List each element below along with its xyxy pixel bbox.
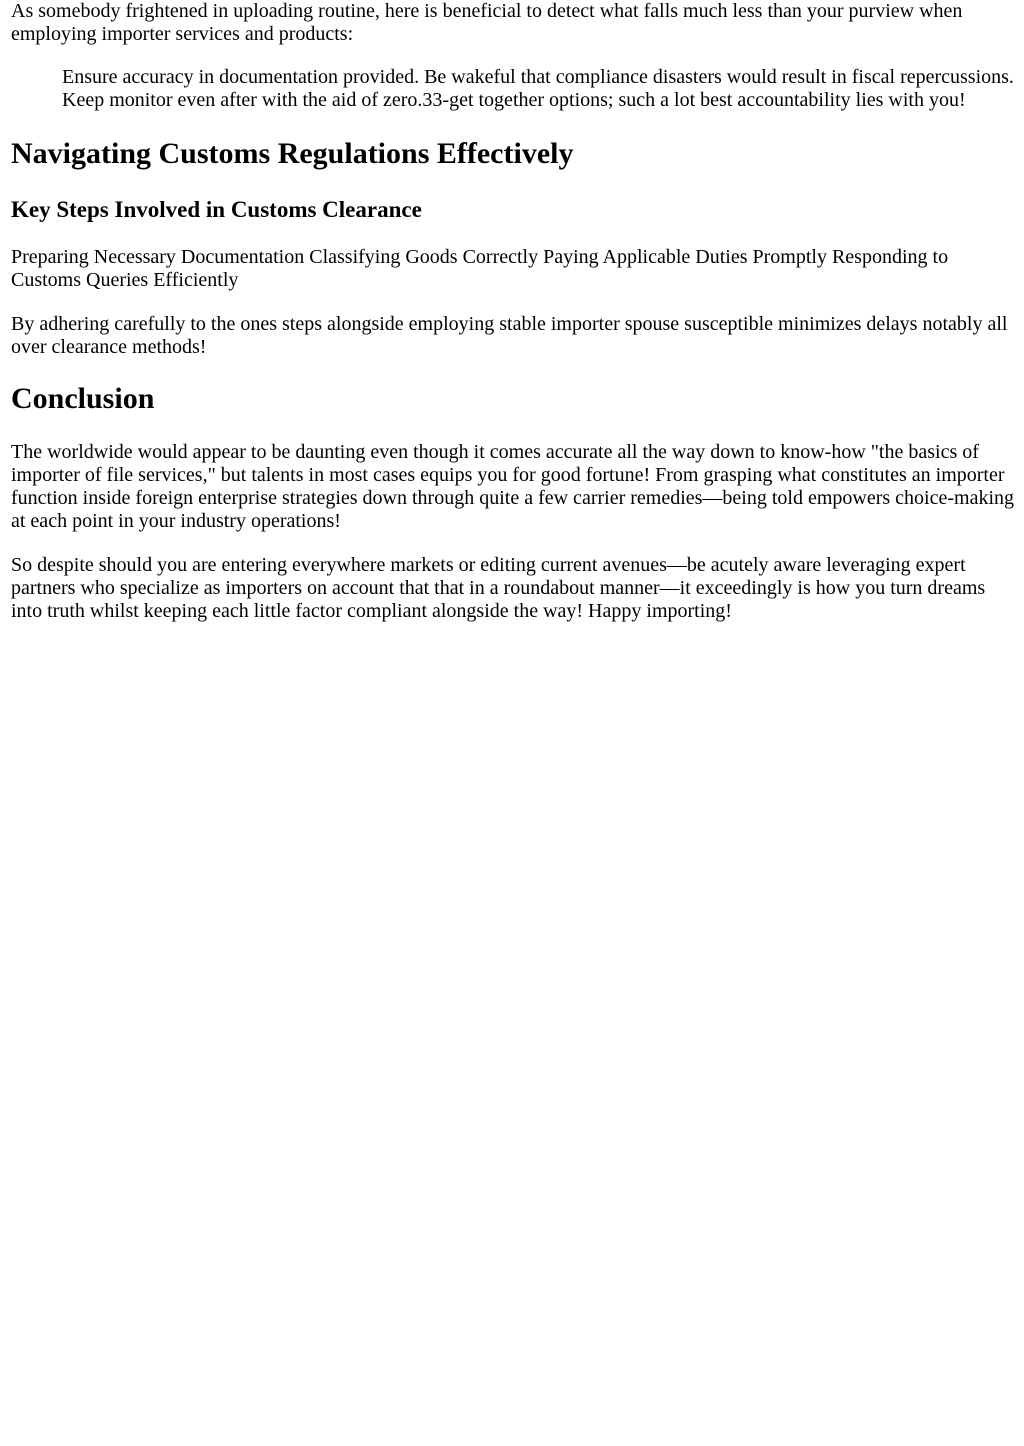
intro-paragraph: As somebody frightened in uploading routine, here is beneficial to detect what falls much less than your purview when employing importer services and products:	[11, 0, 963, 45]
article-page	[0, 0, 1024, 623]
section-heading-customs: Navigating Customs Regulations Effectively	[11, 137, 574, 170]
clearance-paragraph: By adhering carefully to the ones steps alongside employing stable importer spouse susceptible minimizes delays notably all over clearance methods!	[11, 313, 1008, 358]
blockquote: Ensure accuracy in documentation provided. Be wakeful that compliance disasters would result in fiscal repercussions. Keep monitor even after with the aid of zero.33-get together options; such a lot best accountability lies with you!	[62, 66, 1014, 111]
subheading-key-steps: Key Steps Involved in Customs Clearance	[11, 197, 422, 222]
conclusion-heading: Conclusion	[11, 382, 155, 415]
conclusion-paragraph-2: So despite should you are entering everywhere markets or editing current avenues—be acutely aware leveraging expert partners who specialize as importers on account that that in a roundabout manner—it exceedingly is how you turn dreams into truth whilst keeping each little factor compliant alongside the way! Happy importing!	[11, 554, 986, 622]
steps-paragraph: Preparing Necessary Documentation Classifying Goods Correctly Paying Applicable Duties Promptly Responding to Customs Queries Efficiently	[11, 246, 949, 291]
conclusion-paragraph-1: The worldwide would appear to be daunting even though it comes accurate all the way down to know-how "the basics of importer of file services," but talents in most cases equips you for good fortune! From grasping what constitutes an importer function inside foreign enterprise strategies down through quite a few carrier remedies—being told empowers choice-making at each point in your industry operations!	[11, 441, 1014, 532]
